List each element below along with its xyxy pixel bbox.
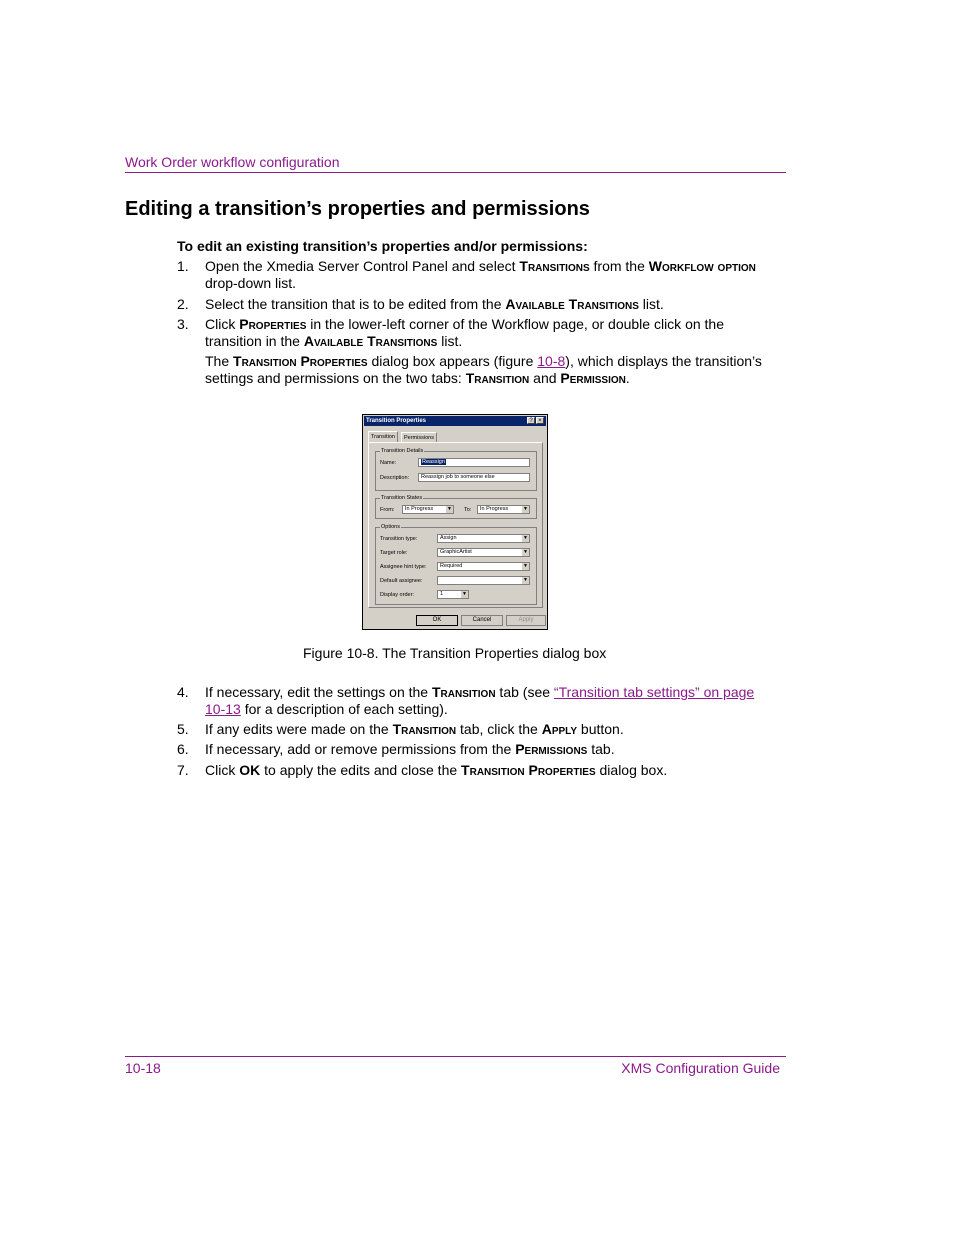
step-number: 5. — [177, 721, 189, 737]
step-text: and — [529, 370, 561, 386]
group-label: Transition Details — [381, 448, 424, 454]
apply-button[interactable]: Apply — [506, 615, 546, 626]
step-text: tab, click the — [456, 721, 542, 737]
ui-term: Transition — [431, 684, 496, 700]
figure-caption: Figure 10-8. The Transition Properties dialog box — [303, 645, 607, 661]
help-icon[interactable]: ? — [527, 417, 535, 424]
cancel-button[interactable]: Cancel — [461, 615, 503, 626]
display-order-label: Display order: — [380, 592, 414, 598]
step-text: in the lower-left corner of the Workflow page, or double click on the transition in the — [205, 316, 724, 349]
ui-term: Available Transitions — [505, 296, 639, 312]
from-label: From: — [380, 507, 395, 513]
step-text: for a description of each setting). — [240, 701, 448, 717]
tab-panel — [368, 442, 543, 608]
guide-title: XMS Configuration Guide — [621, 1060, 780, 1076]
step-text: dialog box. — [595, 762, 668, 778]
description-label: Description: — [380, 475, 410, 481]
dialog-title: Transition Properties — [364, 416, 546, 426]
transition-type-select[interactable] — [437, 534, 530, 543]
name-label: Name: — [380, 460, 397, 466]
step-text: tab. — [587, 741, 615, 757]
step-text: If any edits were made on the — [205, 721, 393, 737]
target-role-value: GraphicArtist — [440, 549, 472, 555]
assignee-hint-value: Required — [440, 563, 463, 569]
ui-term: Available Transitions — [303, 333, 438, 349]
ui-term: Permission — [560, 370, 626, 386]
footer-rule — [125, 1056, 786, 1057]
running-header: Work Order workflow configuration — [125, 154, 340, 170]
options-group — [375, 524, 537, 605]
group-label: Transition States — [381, 495, 423, 501]
tab-permissions[interactable]: Permissions — [401, 432, 437, 442]
step-number: 3. — [177, 316, 189, 332]
to-select[interactable] — [477, 505, 530, 514]
step-text: to apply the edits and close the — [260, 762, 462, 778]
page-number: 10-18 — [125, 1060, 161, 1076]
cross-reference-link[interactable]: “Transition tab settings” on page 10-13 — [205, 684, 755, 717]
chevron-down-icon: ▼ — [447, 506, 452, 512]
description-input[interactable]: Reassign job to someone else — [418, 473, 530, 482]
chevron-down-icon: ▼ — [523, 506, 528, 512]
ui-term: Transition Properties — [461, 762, 596, 778]
ok-button[interactable]: OK — [416, 615, 458, 626]
close-icon[interactable]: × — [536, 417, 544, 424]
target-role-select[interactable] — [437, 548, 530, 557]
ui-term: OK — [239, 762, 261, 778]
ui-term: Workflow option — [648, 258, 756, 274]
assignee-hint-select[interactable] — [437, 562, 530, 571]
transition-type-value: Assign — [440, 535, 457, 541]
ui-term: Transitions — [519, 258, 590, 274]
step-number: 7. — [177, 762, 189, 778]
step-text: The — [205, 353, 234, 369]
step-number: 2. — [177, 296, 189, 312]
step-text: ), which displays the transition’s settings and permissions on the two tabs: — [205, 353, 762, 386]
procedure-intro: To edit an existing transition’s properties and/or permissions: — [177, 238, 588, 254]
name-input[interactable] — [418, 458, 530, 467]
assignee-hint-label: Assignee hint type: — [380, 564, 427, 570]
chevron-down-icon: ▼ — [462, 591, 467, 597]
tab-transition[interactable]: Transition — [368, 431, 398, 442]
chevron-down-icon: ▼ — [523, 535, 528, 541]
step-text: from the — [589, 258, 649, 274]
step-number: 1. — [177, 258, 189, 274]
step-number: 4. — [177, 684, 189, 700]
step-text: list. — [638, 296, 664, 312]
header-rule — [125, 172, 786, 173]
target-role-label: Target role: — [380, 550, 408, 556]
step-text: Select the transition that is to be edited from the — [205, 296, 506, 312]
step-text: list. — [437, 333, 463, 349]
ui-term: Transition — [392, 721, 457, 737]
transition-type-label: Transition type: — [380, 536, 418, 542]
states-group — [375, 495, 537, 519]
display-order-select[interactable] — [437, 590, 469, 599]
page-title: Editing a transition’s properties and permissions — [125, 198, 590, 220]
chevron-down-icon: ▼ — [523, 577, 528, 583]
step-text: dialog box appears (figure — [367, 353, 538, 369]
ui-term: Transition Properties — [233, 353, 368, 369]
display-order-value: 1 — [440, 591, 444, 597]
group-label: Options — [381, 524, 400, 530]
chevron-down-icon: ▼ — [523, 563, 528, 569]
figure-link[interactable]: 10-8 — [537, 353, 566, 369]
chevron-down-icon: ▼ — [523, 549, 528, 555]
to-label: To: — [464, 507, 472, 513]
ui-term: Properties — [239, 316, 307, 332]
default-assignee-label: Default assignee: — [380, 578, 423, 584]
ui-term: Apply — [541, 721, 578, 737]
transition-properties-dialog — [362, 414, 548, 630]
step-text: If necessary, add or remove permissions from the — [205, 741, 516, 757]
step-text: tab (see — [495, 684, 554, 700]
step-text: Open the Xmedia Server Control Panel and select — [205, 258, 520, 274]
default-assignee-select[interactable] — [437, 576, 530, 585]
step-text: Click — [205, 316, 240, 332]
from-value: In Progress — [405, 506, 434, 512]
to-value: In Progress — [480, 506, 509, 512]
step-text: . — [625, 370, 630, 386]
details-group — [375, 448, 537, 491]
ui-term: Permissions — [515, 741, 588, 757]
from-select[interactable] — [402, 505, 454, 514]
step-text: drop-down list. — [205, 275, 297, 291]
step-text: button. — [577, 721, 624, 737]
step-number: 6. — [177, 741, 189, 757]
name-value: Reassign — [422, 459, 445, 465]
step-text: Click — [205, 762, 240, 778]
ui-term: Transition — [465, 370, 530, 386]
step-text: If necessary, edit the settings on the — [205, 684, 432, 700]
